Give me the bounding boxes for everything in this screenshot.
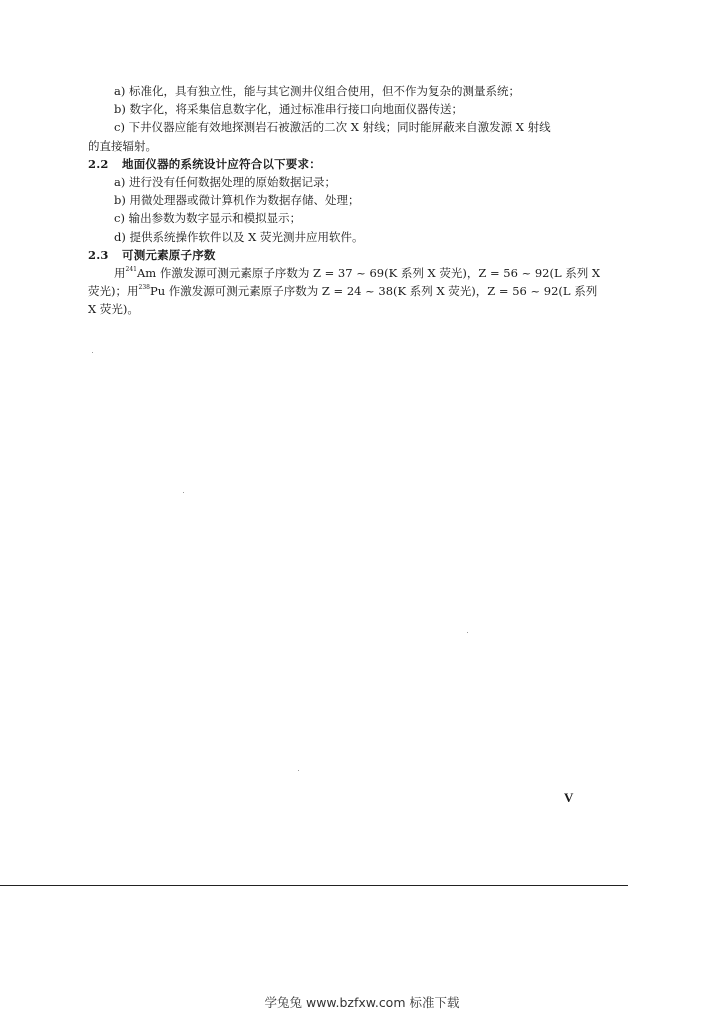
- isotope-mass-number: 238: [138, 284, 150, 292]
- surface-requirement-b: b) 用微处理器或微计算机作为数据存储、处理；: [114, 193, 360, 208]
- section-2-2-heading: [88, 155, 593, 173]
- scan-speck: [467, 632, 468, 633]
- atomic-number-line-2: [88, 282, 598, 300]
- surface-requirement-d: d) 提供系统操作软件以及 X 荧光测井应用软件。: [114, 229, 364, 244]
- text-prefix: 用: [114, 266, 126, 281]
- footer-watermark: 学兔兔 www.bzfxw.com 标准下载: [264, 995, 460, 1010]
- document-body: [88, 82, 601, 319]
- requirement-b: b) 数字化，将采集信息数字化，通过标准串行接口向地面仪器传送；: [114, 102, 464, 117]
- page-number: V: [564, 790, 574, 805]
- section-number: 2.3: [88, 247, 109, 262]
- section-title: 地面仪器的系统设计应符合以下要求：: [122, 156, 321, 171]
- text-body: Pu 作激发源可测元素原子序数为 Z = 24 ~ 38(K 系列 X 荧光)，Z = 56 ~ 92(L 系列: [149, 284, 598, 299]
- requirement-c-continued: 的直接辐射。: [88, 138, 157, 153]
- requirement-c: c) 下井仪器应能有效地探测岩石被激活的二次 X 射线；同时能屏蔽来自激发源 X 射线: [114, 120, 551, 135]
- scan-speck: [298, 770, 299, 771]
- section-number: 2.2: [88, 156, 109, 171]
- section-title: 可测元素原子序数: [122, 247, 216, 262]
- atomic-number-line-3: X 荧光)。: [88, 302, 139, 317]
- surface-requirement-a: a) 进行没有任何数据处理的原始数据记录；: [114, 175, 336, 190]
- text-body: Am 作激发源可测元素原子序数为 Z = 37 ~ 69(K 系列 X 荧光)，Z = 56 ~ 92(L 系列 X: [136, 266, 601, 281]
- isotope-mass-number: 241: [125, 266, 137, 274]
- scan-speck: [183, 492, 184, 493]
- requirement-a: a) 标准化，具有独立性，能与其它测井仪组合使用，但不作为复杂的测量系统；: [114, 84, 520, 98]
- text-prefix: 荧光)；用: [88, 284, 139, 299]
- atomic-number-line-1: [88, 264, 601, 282]
- footer-divider: [0, 885, 628, 886]
- scan-speck: [92, 352, 93, 353]
- surface-requirement-c: c) 输出参数为数字显示和模拟显示；: [114, 211, 302, 226]
- section-2-3-heading: [88, 246, 593, 264]
